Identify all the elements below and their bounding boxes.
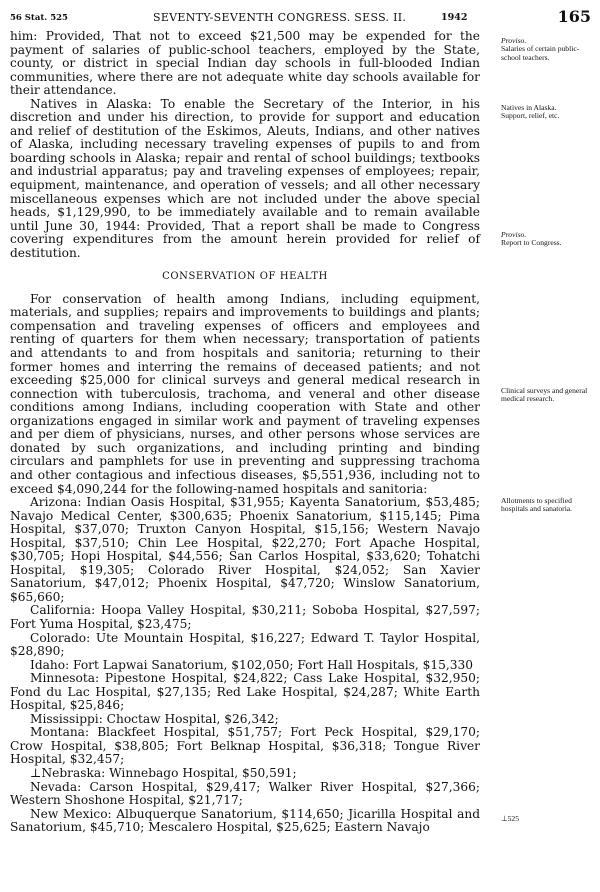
state-allotment-nebraska: ⊥Nebraska: Winnebago Hospital, $50,591; xyxy=(30,765,297,780)
margin-note-label: Proviso. xyxy=(501,36,527,45)
margin-note-proviso-teachers xyxy=(501,37,597,62)
margin-note-natives-alaska xyxy=(501,104,597,121)
margin-note-proviso-report xyxy=(501,231,597,248)
paragraph-natives-alaska: Natives in Alaska: To enable the Secretary of the Interior, in his discretion and under his direction, to provide for support and education and relief of destitution of the Eskimos, Aleuts, Indians, and other natives of Alaska, including necessary traveling expenses of pupils to and from boarding schools in Alaska; repair and rental of school buildings; textbooks and industrial apparatus; pay and traveling expenses of employees; repair, equipment, maintenance, and operation of vessels; and all other necessary miscellaneous expenses which are not included under the above special heads, $1,129,990, to be immediately available and to remain available until June 30, 1944: Provided, That a report shall be made to Congress covering expenditures from the amount herein provided for relief of destitution. xyxy=(10,96,480,260)
margin-note-text: ⊥525 xyxy=(501,814,520,823)
state-allotment-new-mexico: New Mexico: Albuquerque Sanatorium, $114,650; Jicarilla Hospital and Sanatorium, $45,710; Mescalero Hospital, $25,625; Eastern Navajo xyxy=(10,806,480,835)
margin-note-clinical-surveys xyxy=(501,387,597,404)
margin-note-label: Proviso. xyxy=(501,230,527,239)
state-allotment-mississippi: Mississippi: Choctaw Hospital, $26,342; xyxy=(30,711,279,726)
state-allotment-montana: Montana: Blackfeet Hospital, $51,757; Fort Peck Hospital, $29,170; Crow Hospital, $38,805; Fort Belknap Hospital, $36,318; Tongue River Hospital, $32,457; xyxy=(10,725,480,767)
state-allotment-colorado: Colorado: Ute Mountain Hospital, $16,227; Edward T. Taylor Hospital, $28,890; xyxy=(10,630,480,659)
margin-note-allotments xyxy=(501,497,597,514)
page-number: 165 xyxy=(557,7,591,26)
margin-note-page-reference xyxy=(501,815,597,823)
paragraph-conservation-health: For conservation of health among Indians, including equipment, materials, and supplies; repairs and improvements to buildings and plants; compensation and traveling expenses of officers and employees and renting of quarters for them when necessary; transportation of patients and attendants to and from hospitals and sanitoria; returning to their former homes and interring the remains of deceased patients; and not exceeding $25,000 for clinical surveys and general medical research in connection with tuberculosis, trachoma, and veneral and other disease conditions among Indians, including cooperation with State and other organizations engaged in similar work and payment of traveling expenses and per diem of physicians, nurses, and other persons whose services are donated by such organizations, and including printing and binding circulars and pamphlets for use in preventing and suppressing trachoma and other contagious and infectious diseases, $5,551,936, including not to exceed $4,090,244 for the following-named hospitals and sanitoria: xyxy=(10,291,480,496)
margin-note-text: Report to Congress. xyxy=(501,238,562,248)
margin-note-text: Natives in Alaska. xyxy=(501,103,557,112)
margin-note-text: Support, relief, etc. xyxy=(501,111,560,121)
margin-note-text: Salaries of certain public-school teachers. xyxy=(501,44,580,62)
state-allotment-california: California: Hoopa Valley Hospital, $30,211; Soboba Hospital, $27,597; Fort Yuma Hospital, $23,475; xyxy=(10,603,480,631)
state-allotment-arizona: Arizona: Indian Oasis Hospital, $31,955; Kayenta Sanatorium, $53,485; Navajo Medical Center, $300,635; Phoenix Sanatorium, $115,145; Pima Hospital, $37,070; Truxton Canyon Hospital, $15,156; Western Navajo Hospital, $37,510; Chin Lee Hospital, $22,270; Fort Apache Hospital, $30,705; Hopi Hospital, $44,556; San Carlos Hospital, $33,620; Tohatchi Hospital, $19,305; Colorado River Hospital, $24,052; San Xavier Sanatorium, $47,012; Phoenix Hospital, $47,720; Winslow Sanatorium, $65,660; xyxy=(10,495,480,604)
section-heading: CONSERVATION OF HEALTH xyxy=(162,271,328,283)
congress-session: SEVENTY-SEVENTH CONGRESS. SESS. II. xyxy=(153,11,407,24)
statute-citation: 56 Stat. 525 xyxy=(10,13,68,23)
state-allotment-minnesota: Minnesota: Pipestone Hospital, $24,822; Cass Lake Hospital, $32,950; Fond du Lac Hospital, $27,135; Red Lake Hospital, $24,287; White Earth Hospital, $25,846; xyxy=(10,671,480,713)
margin-note-text: Allotments to specified hospitals and sanatoria. xyxy=(501,496,573,514)
paragraph-proviso-teachers: him: Provided, That not to exceed $21,500 may be expended for the payment of salaries of public-school teachers, employed by the State, county, or district in special Indian day schools in full-blooded Indian communities, where there are not adequate white day schools available for their attendance. xyxy=(10,29,480,98)
header-year: 1942 xyxy=(441,12,468,23)
running-header xyxy=(10,6,595,28)
statute-text xyxy=(10,30,480,835)
margin-note-text: Clinical surveys and general medical research. xyxy=(501,386,588,404)
state-allotment-nevada: Nevada: Carson Hospital, $29,417; Walker River Hospital, $27,366; Western Shoshone Hospital, $21,717; xyxy=(10,779,480,808)
state-allotment-idaho: Idaho: Fort Lapwai Sanatorium, $102,050; Fort Hall Hospitals, $15,330 xyxy=(30,657,474,672)
